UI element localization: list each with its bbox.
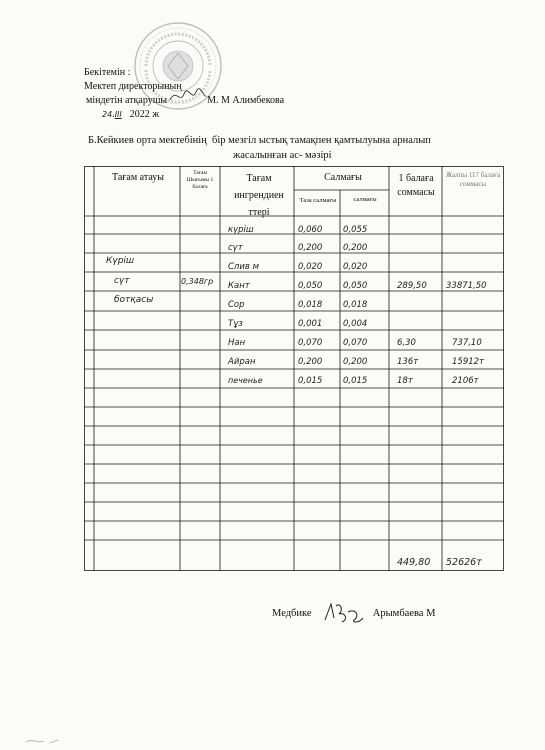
- grand-price-per-child: 449,80: [397, 557, 431, 568]
- nurse-label: Медбике: [272, 608, 312, 619]
- gross-weight: 0,018: [343, 300, 368, 310]
- header-total-117: Жалпы 117 балаға соммасы: [445, 171, 501, 188]
- header-gross-weight: салмағы: [353, 196, 377, 203]
- title-purpose: бір мезгіл ыстық тамақпен қамтылуына арналып: [212, 135, 431, 146]
- net-weight: 0,020: [298, 262, 323, 272]
- document-title: [88, 133, 508, 163]
- nurse-signature: [322, 600, 366, 626]
- nurse-name: Арымбаева М: [372, 608, 436, 619]
- net-weight: 0,200: [298, 357, 323, 367]
- ingredient-name: Нан: [228, 338, 246, 348]
- dish-output: 0,348гр: [181, 277, 214, 286]
- price-per-child: 136т: [397, 357, 419, 367]
- net-weight: 0,001: [298, 319, 323, 329]
- ingredient-name: сүт: [228, 243, 243, 253]
- net-weight: 0,200: [298, 243, 323, 253]
- net-weight: 0,070: [298, 338, 323, 348]
- gross-weight: 0,050: [343, 281, 368, 291]
- ingredient-name: Кант: [228, 281, 250, 291]
- price-per-child: 289,50: [397, 281, 427, 291]
- header-dish-output: Тағам Шығымы 1 балаға: [186, 170, 214, 190]
- ingredient-name: печенье: [228, 376, 263, 385]
- dish-name-line-2: сүт: [114, 276, 130, 286]
- gross-weight: 0,070: [343, 338, 368, 348]
- header-net-weight: Таза салмағы: [299, 197, 337, 204]
- header-weight: Салмағы: [324, 172, 362, 183]
- total-sum: 15912т: [452, 357, 484, 367]
- approval-date: 24.III 2022 ж: [102, 109, 160, 120]
- gross-weight: 0,200: [343, 243, 368, 253]
- gross-weight: 0,200: [343, 357, 368, 367]
- header-ingredients: Тағам ингрендиен ттері: [234, 173, 284, 218]
- ingredient-name: Слив м: [228, 262, 260, 272]
- date-year: 2022 ж: [129, 109, 160, 120]
- ingredient-name: Сор: [228, 300, 245, 310]
- grand-total-sum: 52626т: [446, 557, 482, 568]
- net-weight: 0,060: [298, 225, 323, 235]
- title-school: Б.Кейкиев орта мектебінің: [88, 135, 207, 146]
- approval-role: міндетін атқарушы М. М Алимбекова: [86, 95, 285, 106]
- net-weight: 0,015: [298, 376, 323, 386]
- menu-table-grid: [84, 166, 504, 571]
- dish-name-line-1: Күріш: [106, 256, 135, 266]
- dish-name-line-3: ботқасы: [114, 295, 154, 305]
- gross-weight: 0,055: [343, 225, 368, 235]
- ingredient-name: Тұз: [228, 319, 243, 329]
- total-sum: 737,10: [452, 338, 482, 348]
- gross-weight: 0,020: [343, 262, 368, 272]
- total-sum: 2106т: [452, 376, 479, 386]
- price-per-child: 18т: [397, 376, 413, 386]
- title-menu: жасалынған ас- мәзірі: [233, 150, 332, 161]
- gross-weight: 0,015: [343, 376, 368, 386]
- gross-weight: 0,004: [343, 319, 368, 329]
- ingredient-name: күріш: [228, 225, 254, 235]
- net-weight: 0,018: [298, 300, 323, 310]
- director-signature: [168, 86, 208, 106]
- header-price-per-child: 1 балаға соммасы: [397, 173, 435, 198]
- director-name: М. М Алимбекова: [207, 95, 285, 106]
- ingredient-name: Айран: [228, 357, 256, 367]
- date-day: 24: [102, 110, 113, 119]
- net-weight: 0,050: [298, 281, 323, 291]
- date-month: III: [114, 110, 122, 119]
- header-dish-name: Тағам атауы: [112, 172, 164, 183]
- approval-heading: Бекітемін :: [84, 67, 131, 78]
- approval-position: Мектеп директорының: [84, 81, 182, 92]
- total-sum: 33871,50: [446, 281, 487, 291]
- scan-artifact: [24, 736, 64, 746]
- price-per-child: 6,30: [397, 338, 416, 348]
